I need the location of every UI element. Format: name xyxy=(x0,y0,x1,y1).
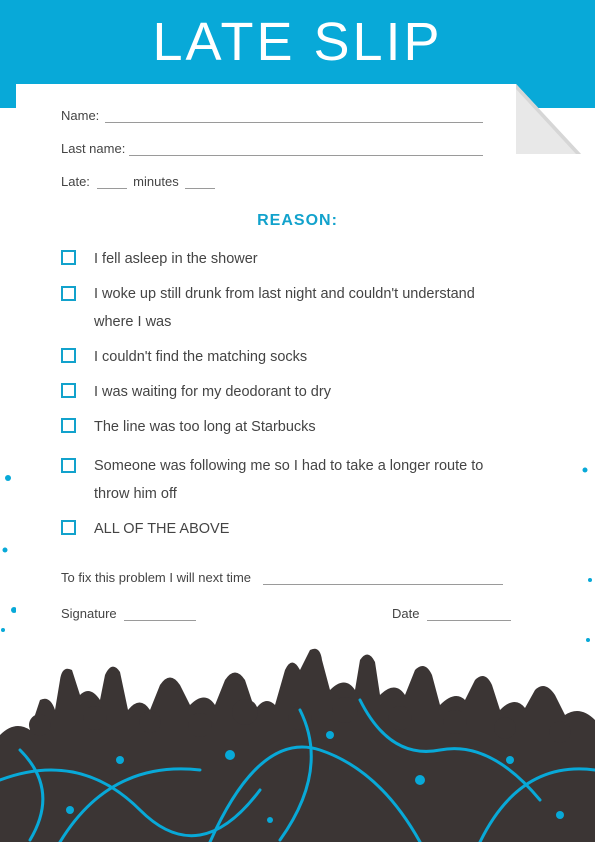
last-name-field[interactable] xyxy=(61,141,483,156)
checkbox-option-4[interactable] xyxy=(61,383,76,398)
option-label: I was waiting for my deodorant to dry xyxy=(94,384,331,400)
signature-line[interactable] xyxy=(124,620,196,621)
minutes-label: minutes xyxy=(133,174,179,189)
fix-label: To fix this problem I will next time xyxy=(61,570,252,585)
late-label: Late: xyxy=(61,174,90,189)
signature-label: Signature xyxy=(61,606,117,621)
checkbox-option-2[interactable] xyxy=(61,286,76,301)
page-fold xyxy=(516,84,581,154)
name-line[interactable] xyxy=(105,122,483,123)
checkbox-option-7[interactable] xyxy=(61,520,76,535)
late-field[interactable] xyxy=(61,174,215,189)
page-title: LATE SLIP xyxy=(152,12,443,72)
option-label: The line was too long at Starbucks xyxy=(94,419,316,435)
crowd-silhouette xyxy=(0,640,595,842)
last-name-line[interactable] xyxy=(129,155,483,156)
minutes-line[interactable] xyxy=(185,188,215,189)
signature-field[interactable] xyxy=(61,606,196,621)
name-field[interactable] xyxy=(61,108,483,123)
reason-heading: REASON: xyxy=(257,212,338,229)
late-line[interactable] xyxy=(97,188,127,189)
checkbox-option-3[interactable] xyxy=(61,348,76,363)
date-label: Date xyxy=(392,606,420,621)
option-label: I couldn't find the matching socks xyxy=(94,349,308,365)
name-label: Name: xyxy=(61,108,100,123)
last-name-label: Last name: xyxy=(61,141,126,156)
checkbox-option-6[interactable] xyxy=(61,458,76,473)
option-label: Someone was following me so I had to take a longer route to throw him off xyxy=(94,458,484,502)
option-label: I woke up still drunk from last night and couldn't understand where I was xyxy=(94,286,475,330)
date-line[interactable] xyxy=(427,620,511,621)
date-field[interactable] xyxy=(392,606,511,621)
checkbox-option-1[interactable] xyxy=(61,250,76,265)
fix-line[interactable] xyxy=(263,584,503,585)
option-label: ALL OF THE ABOVE xyxy=(94,521,230,537)
fix-field[interactable] xyxy=(61,570,503,585)
checkbox-option-5[interactable] xyxy=(61,418,76,433)
option-label: I fell asleep in the shower xyxy=(94,251,258,267)
